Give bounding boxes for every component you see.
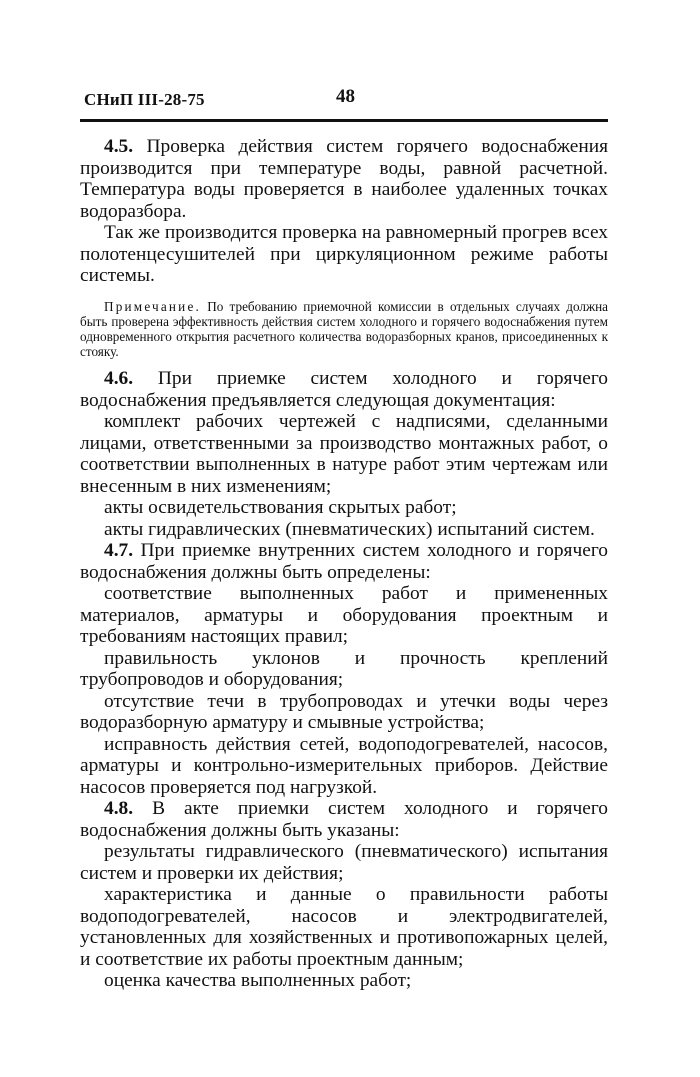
list-item: характеристика и данные о правильности работы водоподогревателей, насосов и электродвигателей, установленных для хозяйственных и противопожарных целей, и соответствие их работы проектным данным; bbox=[80, 884, 608, 970]
header-rule bbox=[80, 119, 608, 122]
section-number: 4.6. bbox=[104, 368, 134, 390]
section-number: 4.5. bbox=[104, 136, 134, 157]
page-number: 48 bbox=[336, 86, 355, 107]
list-item: комплект рабочих чертежей с надписями, сделанными лицами, ответственными за производство монтажных работ, о соответствии выполненных в натуре работ этим чертежам или внесенным в них изменениям; bbox=[80, 411, 608, 497]
section-number: 4.8. bbox=[104, 798, 134, 820]
list-item: отсутствие течи в трубопроводах и утечки воды через водоразборную арматуру и смывные устройства; bbox=[80, 690, 608, 734]
paragraph-text: В акте приемки систем холодного и горячего водоснабжения должны быть указаны: bbox=[80, 798, 608, 841]
list-item: акты гидравлических (пневматических) испытаний систем. bbox=[104, 518, 595, 540]
list-item: соответствие выполненных работ и примененных материалов, арматуры и оборудования проектным и требованиям настоящих правил; bbox=[80, 583, 608, 648]
note bbox=[80, 299, 608, 360]
document-code: СНиП III-28-75 bbox=[84, 90, 205, 109]
paragraph-4-5 bbox=[80, 136, 608, 222]
list-item: исправность действия сетей, водоподогревателей, насосов, арматуры и контрольно-измерительных приборов. Действие насосов проверяется под нагрузкой. bbox=[80, 733, 608, 798]
document-page bbox=[80, 86, 608, 992]
paragraph-4-6 bbox=[80, 368, 608, 411]
paragraph-4-8 bbox=[80, 798, 608, 841]
list-item: акты освидетельствования скрытых работ; bbox=[104, 497, 457, 519]
paragraph-4-5-continued: Так же производится проверка на равномерный прогрев всех полотенцесушителей при циркуляционном режиме работы системы. bbox=[80, 222, 608, 286]
document-body bbox=[80, 136, 608, 992]
paragraph-4-7 bbox=[80, 540, 608, 583]
note-text: По требованию приемочной комиссии в отдельных случаях должна быть проверена эффективность действия систем холодного и горячего водоснабжения путем одновременного открытия расчетного количества водоразборных кранов, присоединенных к стояку. bbox=[80, 298, 608, 360]
page-header bbox=[80, 86, 608, 114]
list-item: оценка качества выполненных работ; bbox=[104, 970, 412, 992]
list-item: результаты гидравлического (пневматического) испытания систем и проверки их действия; bbox=[80, 841, 608, 884]
section-number: 4.7. bbox=[104, 540, 134, 562]
paragraph-text: Проверка действия систем горячего водоснабжения производится при температуре воды, равной расчетной. Температура воды проверяется в наиболее удаленных точках водоразбора. bbox=[80, 136, 608, 222]
note-label: Примечание. bbox=[104, 298, 201, 314]
list-item: правильность уклонов и прочность креплений трубопроводов и оборудования; bbox=[80, 647, 608, 691]
paragraph-text: При приемке внутренних систем холодного и горячего водоснабжения должны быть определены: bbox=[80, 540, 608, 583]
paragraph-text: При приемке систем холодного и горячего водоснабжения предъявляется следующая документация: bbox=[80, 368, 608, 411]
